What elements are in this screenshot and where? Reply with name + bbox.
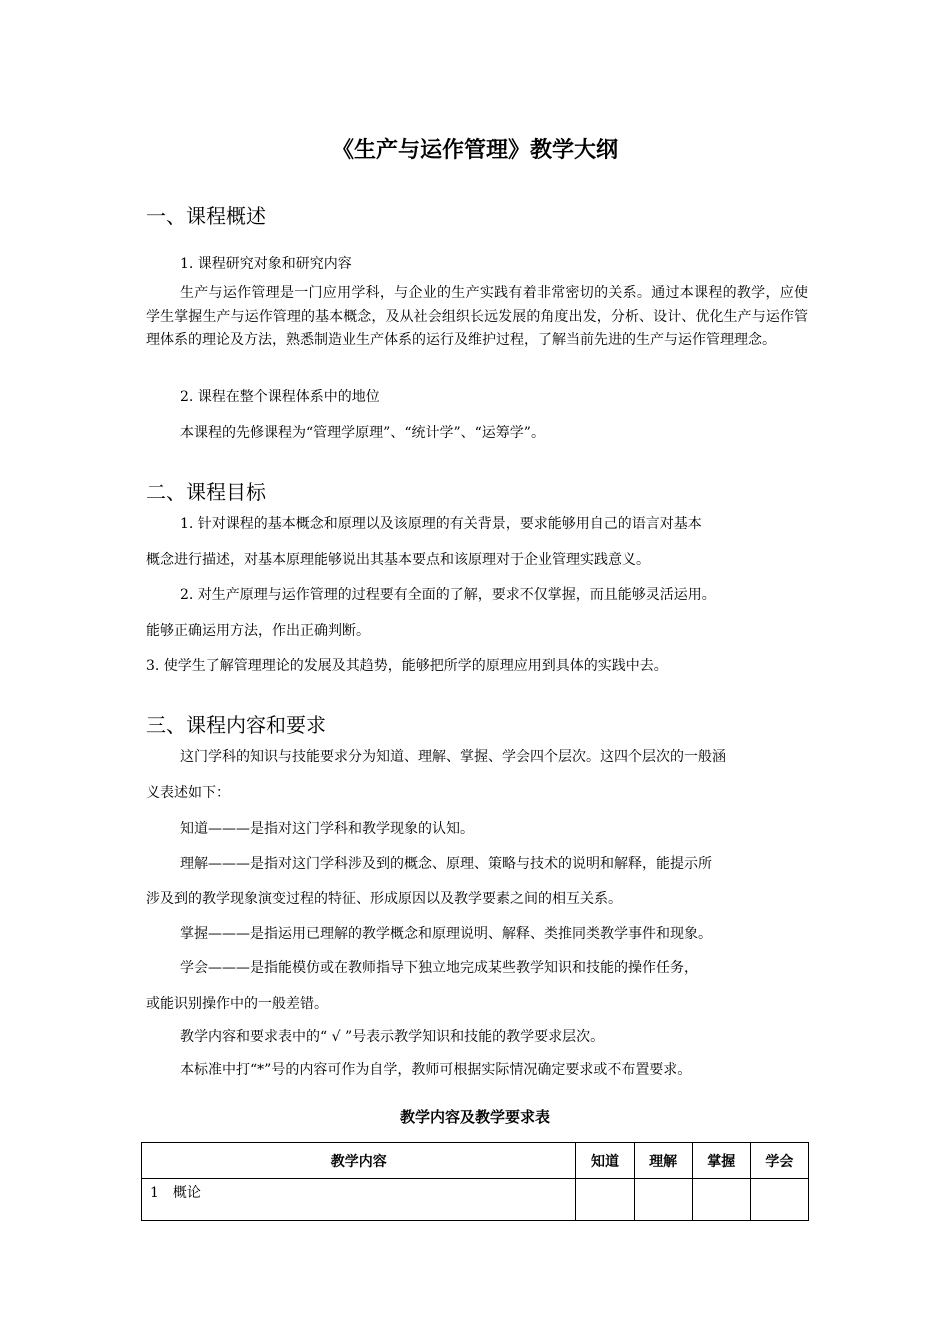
level-understand-line1: 理解———是指对这门学科涉及到的概念、原理、策略与技术的说明和解释，能提示所 [180, 856, 712, 872]
table-cell-content: 1 概论 [142, 1179, 576, 1221]
requirements-table [141, 1142, 809, 1221]
level-master: 掌握———是指运用已理解的教学概念和原理说明、解释、类推同类教学事件和现象。 [180, 926, 712, 942]
section-heading-content: 三、课程内容和要求 [146, 713, 326, 737]
level-understand-line2: 涉及到的教学现象演变过程的特征、形成原因以及教学要素之间的相互关系。 [146, 891, 622, 907]
goal2-line1: 2. 对生产原理与运作管理的过程要有全面的了解，要求不仅掌握，而且能够灵活运用。 [180, 587, 716, 603]
table-cell-understand [634, 1179, 692, 1221]
overview-item2-label: 2. 课程在整个课程体系中的地位 [180, 389, 380, 405]
header-understand: 理解 [634, 1143, 692, 1179]
goal1-line2: 概念进行描述，对基本原理能够说出其基本要点和该原理对于企业管理实践意义。 [146, 552, 650, 568]
overview-item2-text: 本课程的先修课程为“管理学原理”、“统计学”、“运筹学”。 [180, 425, 545, 441]
table-cell-master [692, 1179, 750, 1221]
section-heading-overview: 一、课程概述 [146, 204, 266, 228]
table-cell-know [576, 1179, 634, 1221]
content-intro-line2: 义表述如下： [146, 785, 230, 801]
header-content: 教学内容 [142, 1143, 576, 1179]
table-row [142, 1179, 809, 1221]
level-learn-line1: 学会———是指能模仿或在教师指导下独立地完成某些教学知识和技能的操作任务， [180, 960, 698, 976]
header-master: 掌握 [692, 1143, 750, 1179]
overview-item1-text: 生产与运作管理是一门应用学科，与企业的生产实践有着非常密切的关系。通过本课程的教学，应使学生掌握生产与运作管理的基本概念，及从社会组织长远发展的角度出发，分析、设计、优化生产与运作管理体系的理论及方法，熟悉制造业生产体系的运行及维护过程，了解当前先进的生产与运作管理理念。 [146, 285, 808, 348]
content-intro-line1: 这门学科的知识与技能要求分为知道、理解、掌握、学会四个层次。这四个层次的一般涵 [180, 749, 726, 765]
table-caption: 教学内容及教学要求表 [399, 1108, 550, 1126]
goal1-line1: 1. 针对课程的基本概念和原理以及该原理的有关背景，要求能够用自己的语言对基本 [180, 516, 702, 532]
check-mark-note: 教学内容和要求表中的“ √ ”号表示教学知识和技能的教学要求层次。 [180, 1029, 605, 1045]
document-title: 《生产与运作管理》教学大纲 [331, 138, 618, 163]
level-know: 知道———是指对这门学科和教学现象的认知。 [180, 821, 474, 837]
header-know: 知道 [576, 1143, 634, 1179]
header-learn: 学会 [750, 1143, 808, 1179]
goal3: 3. 使学生了解管理理论的发展及其趋势，能够把所学的原理应用到具体的实践中去。 [146, 658, 668, 674]
overview-item1-label: 1. 课程研究对象和研究内容 [180, 256, 352, 272]
table-cell-learn [750, 1179, 808, 1221]
goal2-line2: 能够正确运用方法，作出正确判断。 [146, 623, 370, 639]
star-note: 本标准中打“*”号的内容可作为自学，教师可根据实际情况确定要求或不布置要求。 [180, 1062, 692, 1078]
section-heading-goals: 二、课程目标 [146, 480, 266, 504]
level-learn-line2: 或能识别操作中的一般差错。 [146, 996, 328, 1012]
table-header-row [142, 1143, 809, 1179]
